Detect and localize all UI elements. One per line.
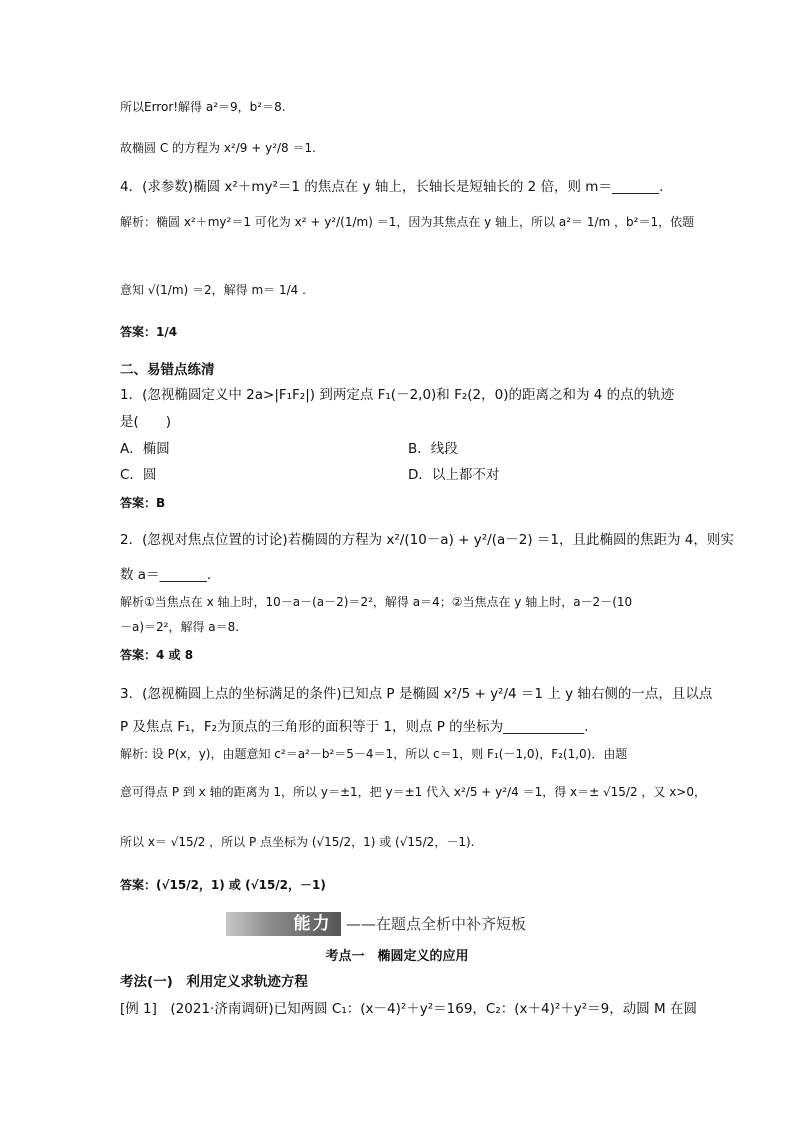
solution-line: 意知 √(1/m) ＝2，解得 m＝ 1/4 .	[120, 283, 306, 297]
solution-line: 解析：椭圆 x²＋my²＝1 可化为 x² + y²/(1/m) ＝1，因为其焦点在 y 轴上，所以 a²＝ 1/m ，b²＝1，依题	[120, 215, 695, 229]
solution-line: 意可得点 P 到 x 轴的距离为 1，所以 y＝±1，把 y＝±1 代入 x²/5 + y²/4 ＝1，得 x＝± √15/2 ，又 x>0，	[120, 785, 706, 799]
answer-line: 答案：B	[120, 496, 166, 510]
answer-line: 答案：1/4	[120, 325, 178, 339]
option-a: A．椭圆	[120, 441, 170, 457]
solution-line: 解析①当焦点在 x 轴上时，10－a－(a－2)＝2²，解得 a＝4；②当焦点在 y 轴上时，a－2－(10	[120, 595, 633, 609]
solution-line: 解析: 设 P(x，y)，由题意知 c²＝a²－b²＝5－4＝1，所以 c＝1，则 F₁(－1,0)，F₂(1,0)．由题	[120, 747, 628, 761]
solution-line: 所以 x＝ √15/2 ，所以 P 点坐标为 (√15/2，1) 或 (√15/2，－1).	[120, 835, 475, 849]
problem-4: 4．(求参数)椭圆 x²＋my²＝1 的焦点在 y 轴上，长轴长是短轴长的 2 倍，则 m＝_______.	[120, 179, 664, 195]
answer-line: 答案：(√15/2，1) 或 (√15/2，－1)	[120, 878, 326, 892]
option-d: D．以上都不对	[408, 467, 500, 483]
ability-banner	[226, 912, 566, 936]
problem-3-cont: P 及焦点 F₁，F₂为顶点的三角形的面积等于 1，则点 P 的坐标为____________.	[120, 719, 589, 735]
option-b: B．线段	[408, 441, 458, 457]
problem-3: 3．(忽视椭圆上点的坐标满足的条件)已知点 P 是椭圆 x²/5 + y²/4 ＝1 上 y 轴右侧的一点，且以点	[120, 686, 713, 702]
banner-title: 能力	[293, 914, 332, 934]
problem-2: 2．(忽视对焦点位置的讨论)若椭圆的方程为 x²/(10－a) + y²/(a－2) ＝1，且此椭圆的焦距为 4，则实	[120, 532, 734, 548]
solution-line: 所以Error!解得 a²＝9，b²＝8.	[120, 100, 286, 114]
topic-heading: 考点一 椭圆定义的应用	[325, 949, 469, 964]
answer-line: 答案：4 或 8	[120, 648, 194, 662]
method-heading: 考法(一) 利用定义求轨迹方程	[120, 974, 308, 990]
example-1: [例 1] (2021·济南调研)已知两圆 C₁：(x－4)²＋y²＝169，C₂：(x＋4)²＋y²＝9，动圆 M 在圆	[120, 1001, 697, 1017]
problem-1-cont: 是( )	[120, 414, 172, 430]
problem-2-cont: 数 a＝_______.	[120, 567, 212, 583]
solution-line: －a)＝2²，解得 a＝8.	[120, 620, 240, 634]
section-heading: 二、易错点练清	[120, 362, 215, 378]
banner-subtitle: ——在题点全析中补齐短板	[346, 915, 527, 933]
option-c: C．圆	[120, 467, 157, 483]
problem-1: 1．(忽视椭圆定义中 2a>|F₁F₂|) 到两定点 F₁(－2,0)和 F₂(2，0)的距离之和为 4 的点的轨迹	[120, 387, 675, 403]
solution-line: 故椭圆 C 的方程为 x²/9 + y²/8 ＝1.	[120, 141, 316, 155]
